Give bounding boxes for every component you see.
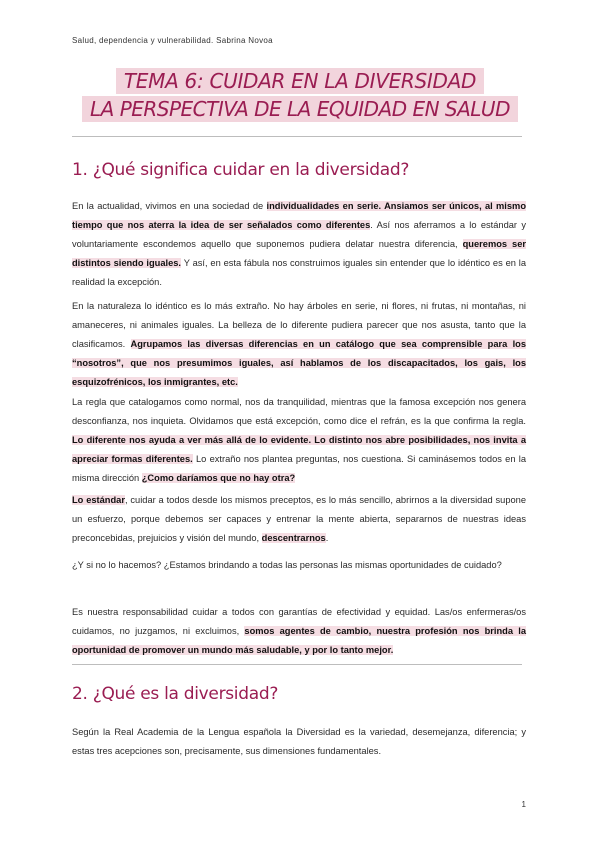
title-line-2: LA PERSPECTIVA DE LA EQUIDAD EN SALUD xyxy=(82,96,518,122)
page-number: 1 xyxy=(521,800,526,809)
section-1-paragraph-2: En la naturaleza lo idéntico es lo más extraño. No hay árboles en serie, ni flores, ni frutas, ni montañas, ni amaneceres, ni animales iguales. La belleza de lo diferente pudiera parecer que nos asusta, tanto que la clasificamos. Agrupamos las diversas diferencias en un catálogo que sea comprensible para los “nosotros”, que nos presumimos iguales, así hablamos de los discapacitados, los gais, los esquizofrénicos, los inmigrantes, etc. xyxy=(72,301,526,387)
section-1-paragraph-6: Es nuestra responsabilidad cuidar a todos con garantías de efectividad y equidad. Las/os enfermeras/os cuidamos, no juzgamos, ni excluimos, somos agentes de cambio, nuestra profesión nos brinda la oportunidad de promover un mundo más saludable, y por lo tanto mejor. xyxy=(72,607,527,655)
section-2-heading: 2. ¿Qué es la diversidad? xyxy=(72,684,279,704)
section-1-paragraph-5: ¿Y si no lo hacemos? ¿Estamos brindando a todas las personas las mismas oportunidades de cuidado? xyxy=(72,560,502,570)
section-1-paragraph-1: En la actualidad, vivimos en una sociedad de individualidades en serie. Ansiamos ser únicos, al mismo tiempo que nos aterra la idea de ser señalados como diferentes. Así nos aferramos a lo estándar y voluntariamente escondemos aquello que suponemos pudiera delatar nuestra diferencia, queremos ser distintos siendo iguales. Y así, en esta fábula nos construimos iguales sin entender que lo idéntico es en la realidad la excepción. xyxy=(72,201,526,287)
title-line-1: TEMA 6: CUIDAR EN LA DIVERSIDAD xyxy=(116,68,484,94)
section-1-paragraph-3: La regla que catalogamos como normal, nos da tranquilidad, mientras que la famosa excepción nos genera desconfianza, nos inquieta. Olvidamos que está excepción, como dice el refrán, es la que confirma la regla. Lo diferente nos ayuda a ver más allá de lo evidente. Lo distinto nos abre posibilidades, nos invita a apreciar formas diferentes. Lo extraño nos plantea preguntas, nos cuestiona. Si caminásemos todos en la misma dirección ¿Como daríamos que no hay otra? xyxy=(72,397,526,483)
running-header: Salud, dependencia y vulnerabilidad. Sabrina Novoa xyxy=(72,36,273,45)
section-divider xyxy=(72,664,522,665)
section-1-heading: 1. ¿Qué significa cuidar en la diversidad? xyxy=(72,160,410,180)
section-2-paragraph-1: Según la Real Academia de la Lengua española la Diversidad es la variedad, desemejanza, diferencia; y estas tres acepciones son, precisamente, sus dimensiones fundamentales. xyxy=(72,727,526,756)
document-title xyxy=(0,68,600,122)
title-divider xyxy=(72,136,522,137)
section-1-paragraph-4: Lo estándar, cuidar a todos desde los mismos preceptos, es lo más sencillo, abrirnos a la diversidad supone un esfuerzo, porque debemos ser capaces y entrenar la mente abierta, separarnos de nuestras ideas preconcebidas, prejuicios y visión del mundo, descentrarnos. xyxy=(72,495,527,543)
